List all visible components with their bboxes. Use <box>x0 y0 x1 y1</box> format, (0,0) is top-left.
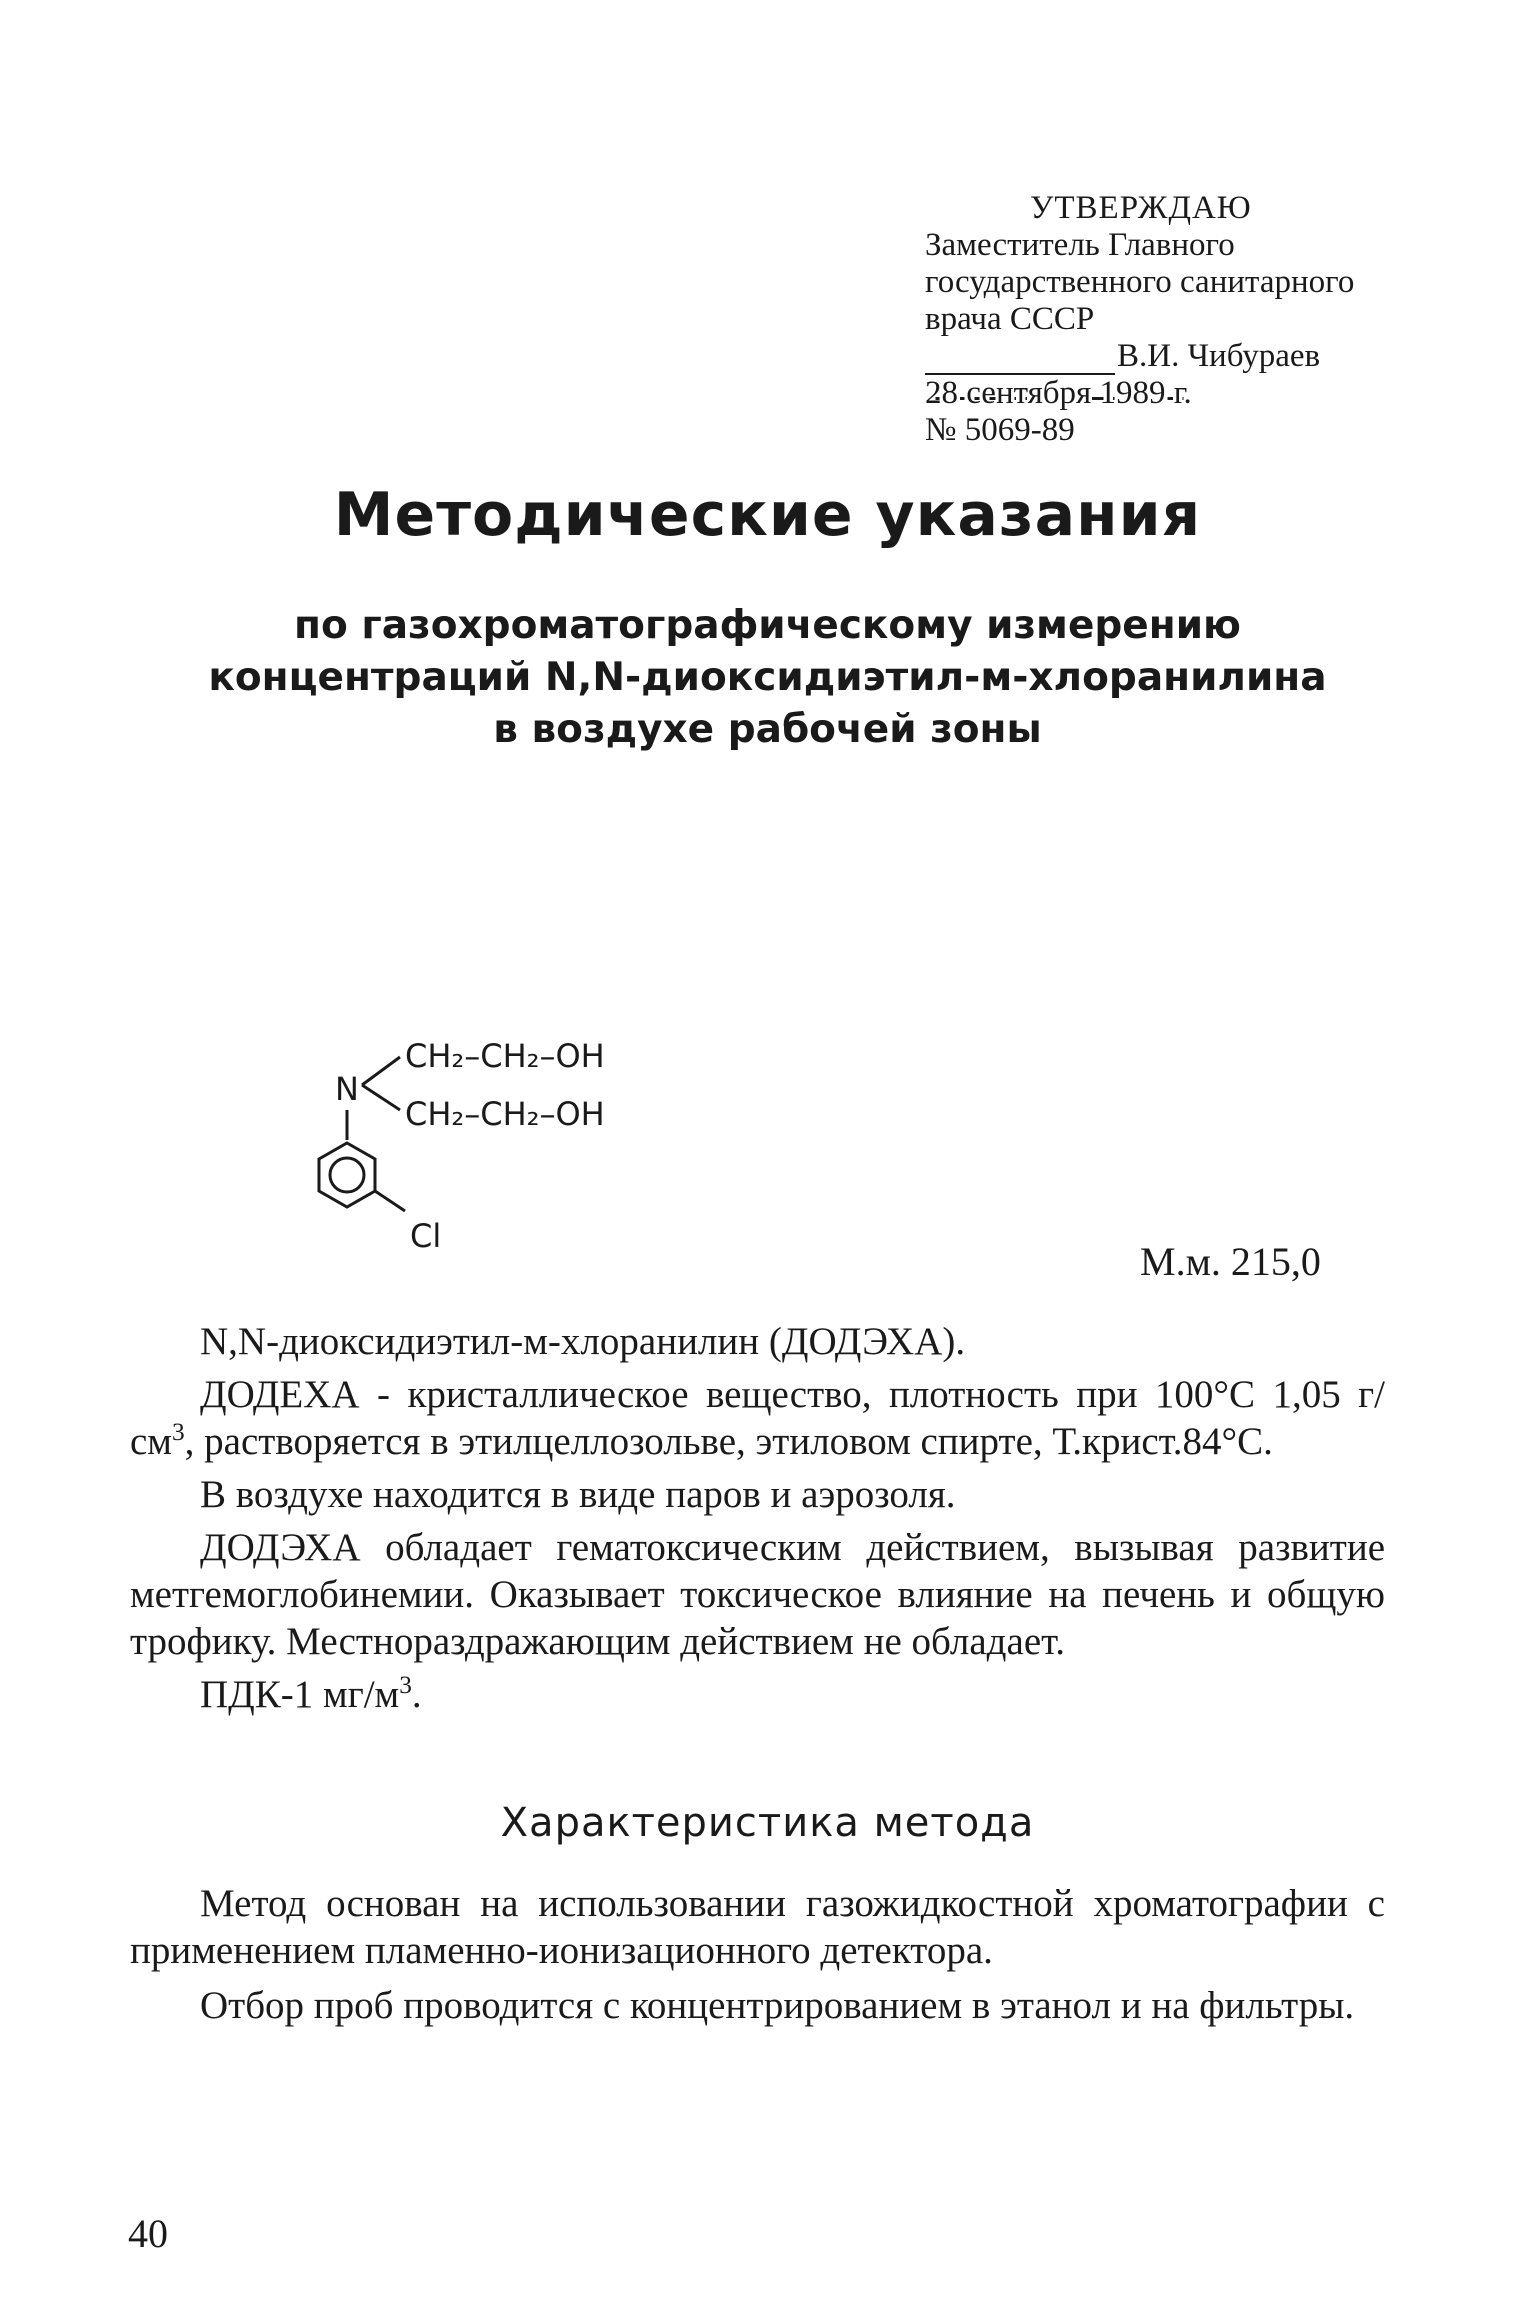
approval-position-line: государственного санитарного <box>925 264 1355 300</box>
superscript: 3 <box>399 1671 412 1699</box>
substance-name: N,N-диоксидиэтил-м-хлоранилин (ДОДЭХА). <box>200 1320 966 1363</box>
signature-line <box>925 338 1400 375</box>
pdk-text: . <box>411 1673 422 1716</box>
benzene-ring <box>319 1143 375 1207</box>
description-paragraph <box>130 1524 1385 1665</box>
page-number: 40 <box>128 2211 168 2256</box>
approval-position-line: врача СССР <box>925 301 1095 337</box>
properties-text: , растворяется в этилцеллозольве, этиловом спирте, Т.крист.84°С. <box>184 1420 1273 1463</box>
approval-date: 28 сентября 1989 г. <box>925 375 1192 411</box>
properties-text: ДОДЕХА - кристаллическое вещество, плотность при 100°С 1,05 г/см <box>130 1373 1385 1463</box>
formula-chlorine: Cl <box>410 1217 442 1255</box>
substance-description <box>130 1318 1385 1724</box>
approval-number: № 5069-89 <box>925 412 1075 448</box>
approval-heading: УТВЕРЖДАЮ <box>1030 190 1252 226</box>
formula-bond <box>375 1191 405 1211</box>
benzene-ring-circle <box>330 1158 364 1192</box>
superscript: 3 <box>172 1418 185 1446</box>
formula-nitrogen: N <box>335 1070 359 1108</box>
description-paragraph <box>200 1471 1385 1518</box>
air-state-text: В воздухе находится в виде паров и аэрозоля. <box>200 1473 956 1516</box>
pdk-text: ПДК-1 мг/м <box>200 1673 400 1716</box>
method-text: Отбор проб проводится с концентрированием в этанол и на фильтры. <box>200 1984 1355 2027</box>
document-title: Методические указания <box>333 480 1202 550</box>
description-paragraph <box>200 1318 1385 1365</box>
molecular-weight: М.м. 215,0 <box>1140 1239 1321 1284</box>
approval-block <box>925 190 1400 449</box>
toxicity-text: ДОДЭХА обладает гематоксическим действием, вызывая развитие метгемоглобинемии. Оказывает токсическое влияние на печень и общую трофику. Местнораздражающим действием не обладает. <box>130 1526 1385 1663</box>
method-paragraph <box>130 1880 1385 1974</box>
structural-formula-drawing <box>300 1015 680 1275</box>
description-paragraph <box>200 1671 1385 1718</box>
section-heading: Характеристика метода <box>500 1800 1035 1846</box>
signature-blank <box>925 343 1115 375</box>
approval-position-line: Заместитель Главного <box>925 227 1235 263</box>
method-paragraph <box>130 1982 1385 2029</box>
subtitle-line: концентраций N,N-диоксидиэтил-м-хлоранилина <box>208 655 1327 700</box>
subtitle-line: в воздухе рабочей зоны <box>493 707 1042 752</box>
method-description <box>130 1880 1385 2037</box>
formula-chain-2: CH₂–CH₂–OH <box>405 1095 605 1133</box>
signatory-name: В.И. Чибураев <box>1117 338 1321 374</box>
structural-formula <box>300 1015 680 1275</box>
document-subtitle <box>150 600 1385 756</box>
formula-bond <box>362 1085 400 1110</box>
formula-chain-1: CH₂–CH₂–OH <box>405 1037 605 1075</box>
subtitle-line: по газохроматографическому измерению <box>294 603 1241 648</box>
method-text: Метод основан на использовании газожидкостной хроматографии с применением пламенно-ионизационного детектора. <box>130 1882 1385 1972</box>
formula-bond <box>362 1057 400 1085</box>
description-paragraph <box>130 1371 1385 1465</box>
